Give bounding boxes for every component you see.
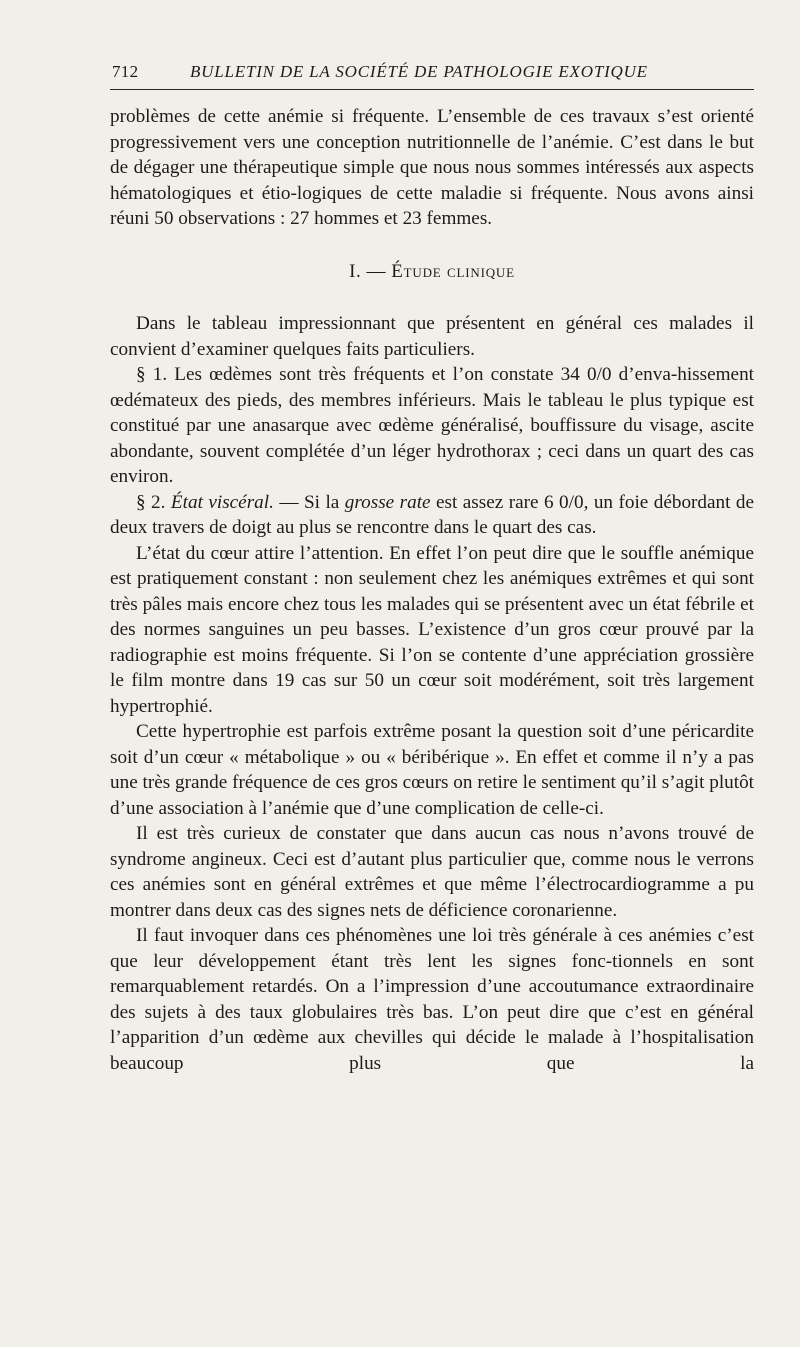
italic-heading: État viscéral. xyxy=(170,491,274,513)
paragraph: § 1. Les œdèmes sont très fréquents et l’on constate 34 0/0 d’enva-hissement œdémateux des pieds, des membres inférieurs. Mais le tableau le plus typique est constitué par une anasarque avec œdème généralisé, bouffissure du visage, ascite abondante, souvent complétée d’un léger hydrothorax ; ceci dans un quart des cas environ. xyxy=(110,364,754,487)
paragraph xyxy=(110,490,754,541)
paragraph: Cette hypertrophie est parfois extrême posant la question soit d’une péricardite soit d’un cœur « métabolique » ou « béribérique ». En effet et comme il n’y a pas une très grande fréquence de ces gros cœurs on retire le sentiment qu’il s’agit plutôt d’une association à l’anémie que d’une complication de celle-ci. xyxy=(110,721,754,819)
section-number: I. — xyxy=(349,260,386,282)
italic-term: grosse rate xyxy=(344,491,431,513)
paragraph: Il faut invoquer dans ces phénomènes une loi très générale à ces anémies c’est que leur développement étant très lent les signes fonc-tionnels en sont remarquablement retardés. On a l’impression d’une accoutumance extraordinaire des sujets à des taux globulaires très bas. L’on peut dire que c’est en général l’apparition d’un œdème aux chevilles qui décide le malade à l’hospitalisation beaucoup plus que la xyxy=(110,925,754,1074)
section-heading xyxy=(110,259,754,285)
header-rule xyxy=(110,89,754,90)
section-mark: § 2. xyxy=(136,491,166,513)
section-title: Étude clinique xyxy=(391,260,515,282)
paragraph: Il est très curieux de constater que dans aucun cas nous n’avons trouvé de syndrome angineux. Ceci est d’autant plus particulier que, comme nous le verrons ces anémies sont en général extrêmes et que même l’électrocardiogramme a pu montrer dans deux cas des signes nets de déficience coronarienne. xyxy=(110,823,754,921)
page-number: 712 xyxy=(112,62,139,81)
paragraph: L’état du cœur attire l’attention. En effet l’on peut dire que le souffle anémique est pratiquement constant : non seulement chez les anémiques extrêmes et qui sont très pâles mais encore chez tous les malades qui se présentent avec un état fébrile et des normes sanguines un peu basses. L’existence d’un gros cœur prouvé par la radiographie est moins fréquente. Si l’on se contente d’une appréciation grossière le film montre dans 19 cas sur 50 un cœur soit modérément, soit très largement hypertrophié. xyxy=(110,542,754,717)
running-title: BULLETIN DE LA SOCIÉTÉ DE PATHOLOGIE EXOTIQUE xyxy=(190,62,648,81)
text-run: — Si la xyxy=(279,491,340,513)
paragraph: problèmes de cette anémie si fréquente. L’ensemble de ces travaux s’est orienté progressivement vers une conception nutritionnelle de l’anémie. C’est dans le but de dégager une thérapeutique simple que nous nous sommes intéressés aux aspects hématologiques et étio-logiques de cette maladie si fréquente. Nous avons ainsi réuni 50 observations : 27 hommes et 23 femmes. xyxy=(110,106,754,229)
article-body xyxy=(110,104,754,1076)
running-header xyxy=(112,62,754,82)
text-run: est assez rare 6 0/0, un foie débordant de deux travers de doigt au plus se rencontre dans le quart des cas. xyxy=(110,491,755,538)
paragraph: Dans le tableau impressionnant que présentent en général ces malades il convient d’examiner quelques faits particuliers. xyxy=(110,313,754,360)
